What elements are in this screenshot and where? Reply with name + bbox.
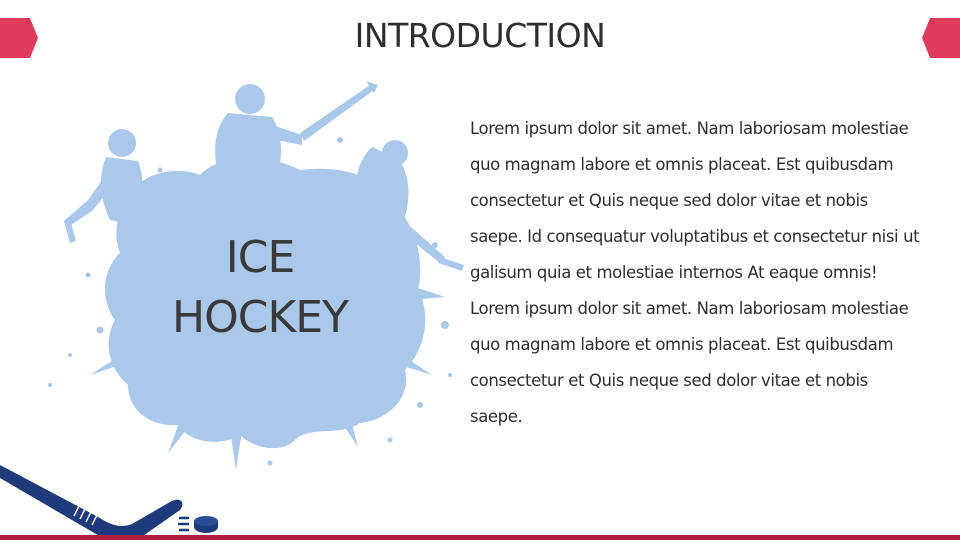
bottom-accent-bar: [0, 535, 960, 540]
hero-line-hockey: HOCKEY: [172, 292, 348, 343]
hero-title: [130, 228, 390, 348]
slide-title: INTRODUCTION: [354, 16, 606, 55]
hockey-puck-icon: [178, 512, 222, 536]
body-paragraph: Lorem ipsum dolor sit amet. Nam laboriosam molestiae quo magnam labore et omnis placeat. Est quibusdam consectetur et Quis neque sed dolor vitae et nobis saepe. Id consequatur voluptatibus et consectetur nisi ut galisum quia et molestiae internos At eaque omnis! Lorem ipsum dolor sit amet. Nam laboriosam molestiae quo magnam labore et omnis placeat. Est quibusdam consectetur et Quis neque sed dolor vitae et nobis saepe.: [470, 119, 920, 426]
hero-line-ice: ICE: [225, 232, 295, 283]
